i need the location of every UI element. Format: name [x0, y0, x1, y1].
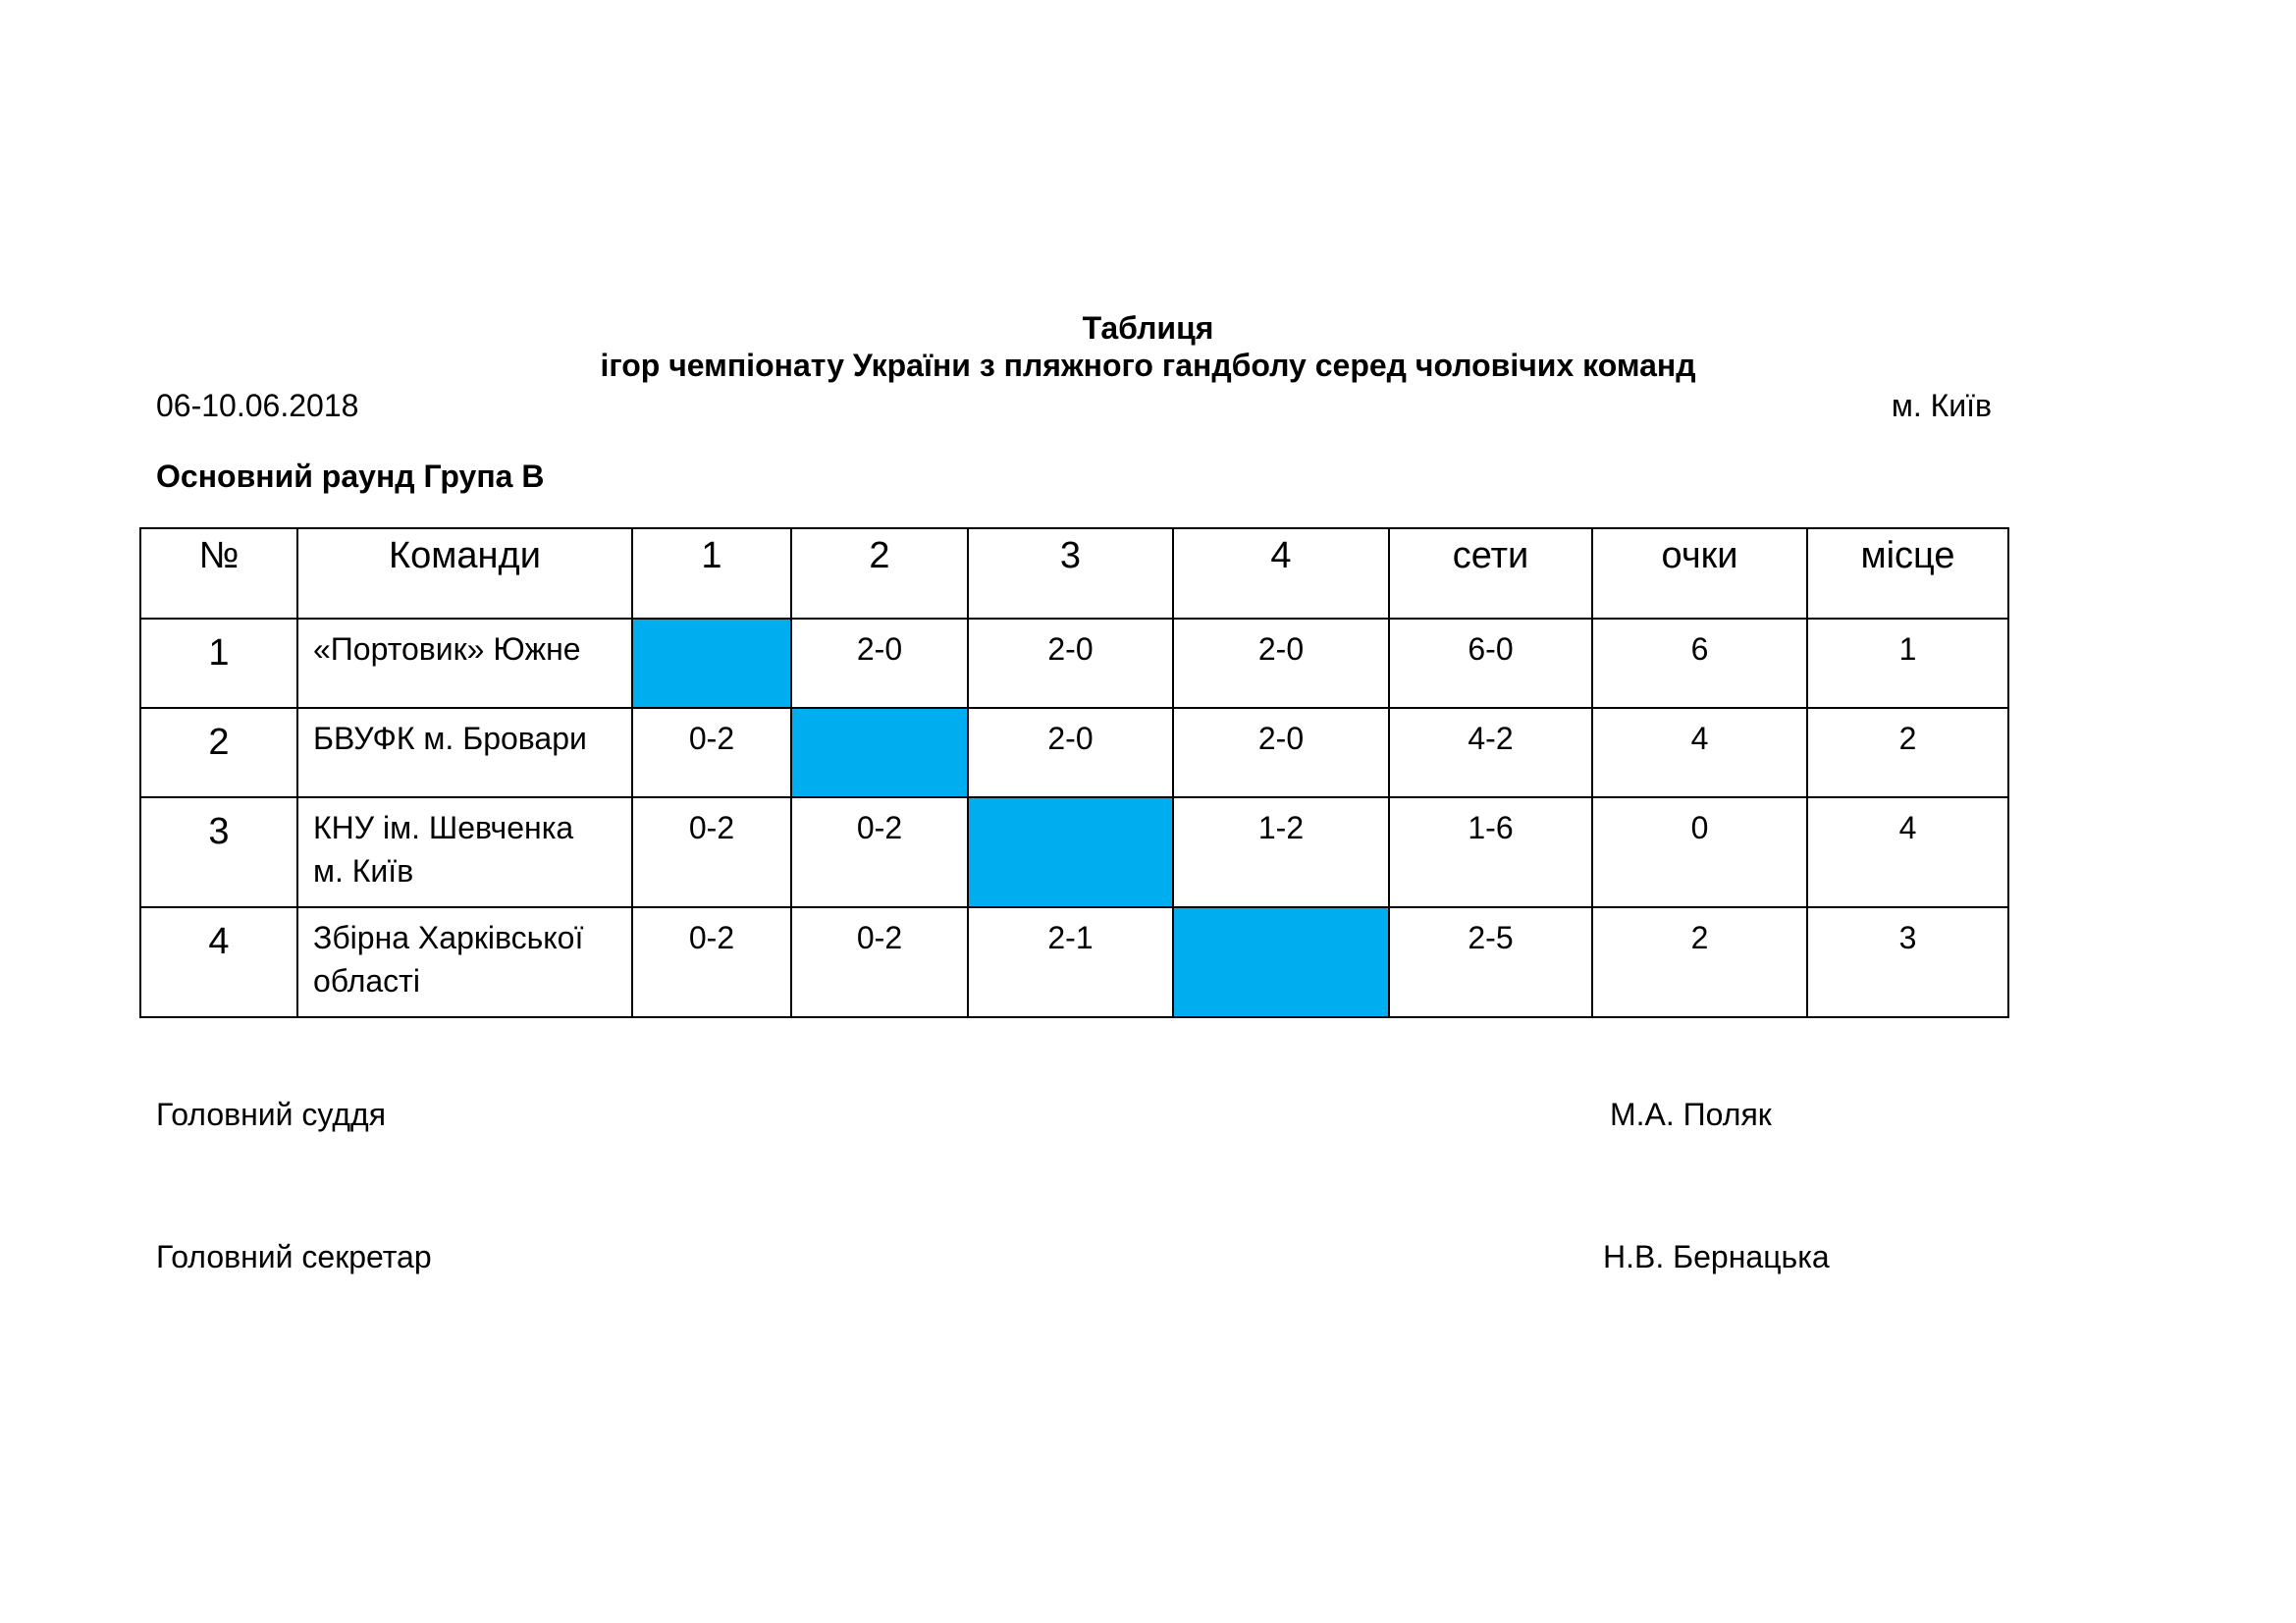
place-value: 3: [1807, 907, 2008, 1017]
team-name-line: КНУ ім. Шевченка: [313, 810, 574, 845]
match-result: 2-0: [1173, 708, 1389, 797]
self-match-cell: [632, 619, 791, 708]
team-name: [297, 619, 632, 708]
header-number: №: [140, 528, 297, 619]
match-result: 0-2: [632, 797, 791, 907]
team-name: [297, 708, 632, 797]
header-points: очки: [1592, 528, 1807, 619]
header-opponent-3: 3: [968, 528, 1173, 619]
match-result: 1-2: [1173, 797, 1389, 907]
team-name-line: області: [313, 963, 420, 999]
team-name-line: БВУФК м. Бровари: [313, 721, 587, 756]
table-row: [140, 907, 2008, 1017]
row-number: 1: [140, 619, 297, 708]
match-result: 2-0: [968, 708, 1173, 797]
match-result: 2-1: [968, 907, 1173, 1017]
match-result: 2-0: [791, 619, 968, 708]
header-opponent-4: 4: [1173, 528, 1389, 619]
place-value: 1: [1807, 619, 2008, 708]
chief-secretary-name: Н.В. Бернацька: [1603, 1239, 1830, 1274]
header-teams: Команди: [297, 528, 632, 619]
self-match-cell: [968, 797, 1173, 907]
team-name-line: м. Київ: [313, 853, 414, 889]
header-opponent-2: 2: [791, 528, 968, 619]
chief-secretary-label: Головний секретар: [156, 1239, 432, 1274]
chief-judge-label: Головний суддя: [156, 1097, 387, 1132]
team-name-line: Збірна Харківської: [313, 920, 584, 955]
header-opponent-1: 1: [632, 528, 791, 619]
event-city: м. Київ: [1891, 388, 1992, 423]
points-value: 4: [1592, 708, 1807, 797]
team-name: [297, 907, 632, 1017]
sets-value: 4-2: [1389, 708, 1592, 797]
sets-value: 6-0: [1389, 619, 1592, 708]
chief-judge-name: М.А. Поляк: [1610, 1097, 1772, 1132]
match-result: 0-2: [632, 907, 791, 1017]
table-row: [140, 619, 2008, 708]
self-match-cell: [791, 708, 968, 797]
team-name-line: «Портовик» Южне: [313, 631, 581, 667]
table-header-row: [140, 528, 2008, 619]
points-value: 2: [1592, 907, 1807, 1017]
row-number: 4: [140, 907, 297, 1017]
header-place: місце: [1807, 528, 2008, 619]
row-number: 2: [140, 708, 297, 797]
header-sets: сети: [1389, 528, 1592, 619]
results-table: [139, 527, 2009, 1018]
match-result: 0-2: [791, 797, 968, 907]
points-value: 6: [1592, 619, 1807, 708]
table-row: [140, 708, 2008, 797]
sets-value: 1-6: [1389, 797, 1592, 907]
row-number: 3: [140, 797, 297, 907]
document-title: Таблиця: [1082, 310, 1214, 346]
table-row: [140, 797, 2008, 907]
match-result: 2-0: [1173, 619, 1389, 708]
points-value: 0: [1592, 797, 1807, 907]
team-name: [297, 797, 632, 907]
place-value: 4: [1807, 797, 2008, 907]
round-heading: Основний раунд Група В: [156, 459, 545, 494]
match-result: 2-0: [968, 619, 1173, 708]
self-match-cell: [1173, 907, 1389, 1017]
match-result: 0-2: [791, 907, 968, 1017]
document-subtitle: ігор чемпіонату України з пляжного гандболу серед чоловічих команд: [600, 348, 1696, 383]
place-value: 2: [1807, 708, 2008, 797]
event-date: 06-10.06.2018: [156, 388, 359, 423]
match-result: 0-2: [632, 708, 791, 797]
sets-value: 2-5: [1389, 907, 1592, 1017]
